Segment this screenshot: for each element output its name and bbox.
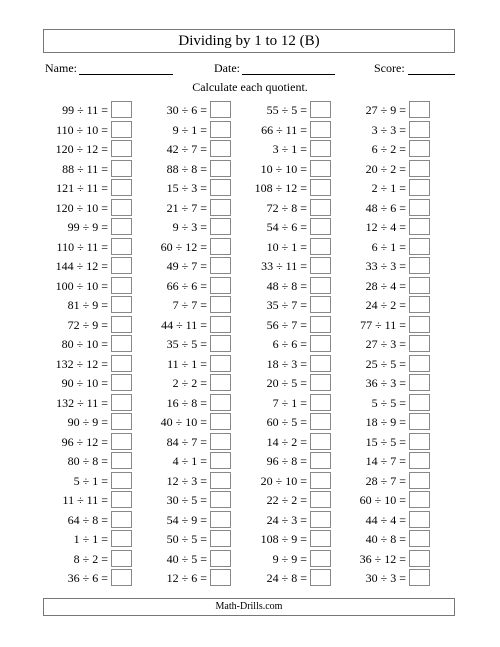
problem-grid [20, 100, 480, 588]
problem-expression: 28 ÷ 4 = [365, 278, 406, 293]
problem-expression: 66 ÷ 6 = [166, 278, 207, 293]
problem-expression: 7 ÷ 7 = [172, 298, 207, 312]
answer-box[interactable] [409, 452, 430, 469]
answer-box[interactable] [409, 491, 430, 508]
problem-expression: 20 ÷ 10 = [260, 473, 307, 488]
problem-expression: 96 ÷ 8 = [266, 454, 307, 468]
problem-expression: 48 ÷ 6 = [365, 200, 406, 215]
problem [20, 568, 436, 588]
problem-expression: 24 ÷ 3 = [266, 512, 307, 527]
problem-expression: 30 ÷ 6 = [166, 103, 207, 117]
problem-expression: 28 ÷ 7 = [365, 473, 406, 488]
problem-row [20, 237, 480, 257]
problem [20, 120, 436, 140]
problem-expression: 27 ÷ 3 = [365, 337, 406, 351]
problem-expression: 110 ÷ 11 = [56, 239, 108, 254]
answer-box[interactable] [409, 160, 430, 177]
problem-expression: 3 ÷ 3 = [371, 122, 406, 137]
problem-row [20, 354, 480, 374]
problem-expression: 7 ÷ 1 = [272, 395, 307, 410]
answer-box[interactable] [409, 199, 430, 216]
problem-expression: 18 ÷ 9 = [365, 415, 406, 429]
answer-box[interactable] [409, 121, 430, 138]
problem-expression: 22 ÷ 2 = [266, 493, 307, 507]
problem-expression: 35 ÷ 5 = [166, 337, 207, 351]
problem-expression: 40 ÷ 5 = [166, 551, 207, 566]
problem-expression: 30 ÷ 3 = [365, 571, 406, 585]
problem-expression: 10 ÷ 1 = [266, 239, 307, 254]
footer-site: Math-Drills.com [43, 598, 455, 616]
problem-row [20, 568, 480, 588]
problem-expression: 40 ÷ 8 = [365, 532, 406, 546]
problem [20, 490, 436, 510]
answer-box[interactable] [409, 238, 430, 255]
problem-row [20, 529, 480, 549]
date-label: Date: [214, 61, 240, 75]
problem-expression: 10 ÷ 10 = [260, 161, 307, 176]
problem-expression: 72 ÷ 8 = [266, 200, 307, 215]
problem-expression: 88 ÷ 8 = [166, 161, 207, 176]
problem-expression: 60 ÷ 5 = [266, 415, 307, 429]
answer-box[interactable] [409, 433, 430, 450]
answer-box[interactable] [409, 569, 430, 586]
problem-expression: 16 ÷ 8 = [166, 395, 207, 410]
problem-expression: 35 ÷ 7 = [266, 298, 307, 312]
problem-expression: 96 ÷ 12 = [61, 434, 108, 449]
date-line[interactable] [242, 74, 335, 75]
problem-expression: 72 ÷ 9 = [67, 317, 108, 332]
problem-expression: 90 ÷ 9 = [67, 415, 108, 429]
problem-expression: 6 ÷ 6 = [272, 337, 307, 351]
problem-expression: 27 ÷ 9 = [365, 103, 406, 117]
problem-expression: 12 ÷ 6 = [166, 571, 207, 585]
problem-expression: 108 ÷ 12 = [254, 181, 307, 195]
answer-box[interactable] [409, 296, 430, 313]
problem [20, 451, 436, 471]
problem-row [20, 178, 480, 198]
problem [20, 354, 436, 374]
problem-row [20, 139, 480, 159]
answer-box[interactable] [409, 550, 430, 567]
problem-expression: 110 ÷ 10 = [56, 122, 108, 137]
problem-row [20, 295, 480, 315]
problem-row [20, 373, 480, 393]
answer-box[interactable] [409, 140, 430, 157]
problem-row [20, 198, 480, 218]
problem-expression: 80 ÷ 10 = [61, 337, 108, 351]
problem-expression: 2 ÷ 1 = [371, 181, 406, 195]
problem-row [20, 100, 480, 120]
problem-expression: 25 ÷ 5 = [365, 356, 406, 371]
problem-expression: 54 ÷ 9 = [166, 512, 207, 527]
answer-box[interactable] [409, 101, 430, 118]
problem [20, 334, 436, 354]
problem-expression: 48 ÷ 8 = [266, 278, 307, 293]
problem-expression: 50 ÷ 5 = [166, 532, 207, 546]
problem [20, 549, 436, 569]
problem-expression: 1 ÷ 1 = [73, 532, 108, 546]
answer-box[interactable] [409, 257, 430, 274]
problem-expression: 11 ÷ 1 = [167, 356, 207, 371]
problem-expression: 2 ÷ 2 = [172, 376, 207, 390]
problem-expression: 132 ÷ 11 = [56, 395, 108, 410]
answer-box[interactable] [409, 472, 430, 489]
problem-row [20, 159, 480, 179]
instructions: Calculate each quotient. [192, 80, 308, 94]
problem [20, 100, 436, 120]
problem-expression: 99 ÷ 11 = [62, 103, 108, 117]
problem-expression: 33 ÷ 3 = [365, 259, 406, 273]
name-label: Name: [45, 61, 77, 75]
problem-expression: 20 ÷ 5 = [266, 376, 307, 390]
problem-expression: 121 ÷ 11 = [56, 181, 108, 195]
problem-expression: 77 ÷ 11 = [360, 317, 406, 332]
problem-row [20, 315, 480, 335]
problem-expression: 12 ÷ 4 = [365, 220, 406, 234]
problem-expression: 64 ÷ 8 = [67, 512, 108, 527]
problem-expression: 90 ÷ 10 = [61, 376, 108, 390]
score-label: Score: [374, 61, 405, 75]
problem [20, 393, 436, 413]
answer-box[interactable] [409, 511, 430, 528]
problem [20, 471, 436, 491]
problem-expression: 88 ÷ 11 = [62, 161, 108, 176]
problem-expression: 66 ÷ 11 = [261, 122, 307, 137]
problem [20, 178, 436, 198]
problem-row [20, 120, 480, 140]
problem-expression: 14 ÷ 7 = [365, 454, 406, 468]
problem-expression: 80 ÷ 8 = [67, 454, 108, 468]
problem-expression: 40 ÷ 10 = [160, 415, 207, 429]
problem-expression: 99 ÷ 9 = [67, 220, 108, 234]
problem-expression: 44 ÷ 11 = [161, 317, 207, 332]
problem [20, 432, 436, 452]
answer-box[interactable] [409, 413, 430, 430]
problem [20, 256, 436, 276]
problem-expression: 12 ÷ 3 = [166, 473, 207, 488]
problem-expression: 21 ÷ 7 = [166, 200, 207, 215]
problem [20, 237, 436, 257]
problem [20, 510, 436, 530]
problem-expression: 24 ÷ 8 = [266, 571, 307, 585]
problem [20, 159, 436, 179]
problem-expression: 60 ÷ 10 = [359, 493, 406, 507]
problem-row [20, 490, 480, 510]
problem-row [20, 334, 480, 354]
problem [20, 315, 436, 335]
problem-expression: 3 ÷ 1 = [272, 142, 307, 156]
problem-expression: 120 ÷ 12 = [55, 142, 108, 156]
problem [20, 412, 436, 432]
problem-expression: 56 ÷ 7 = [266, 317, 307, 332]
answer-box[interactable] [409, 394, 430, 411]
problem-row [20, 471, 480, 491]
problem-row [20, 276, 480, 296]
problem-expression: 6 ÷ 2 = [371, 142, 406, 156]
problem [20, 295, 436, 315]
answer-box[interactable] [409, 374, 430, 391]
problem-expression: 44 ÷ 4 = [365, 512, 406, 527]
problem [20, 373, 436, 393]
answer-box[interactable] [409, 316, 430, 333]
answer-box[interactable] [409, 277, 430, 294]
problem-expression: 6 ÷ 1 = [371, 239, 406, 254]
problem-expression: 24 ÷ 2 = [365, 298, 406, 312]
answer-box[interactable] [409, 355, 430, 372]
problem [20, 217, 436, 237]
problem-expression: 132 ÷ 12 = [55, 356, 108, 371]
problem-row [20, 393, 480, 413]
problem-row [20, 510, 480, 530]
problem-expression: 9 ÷ 1 = [172, 122, 207, 137]
worksheet-title: Dividing by 1 to 12 (B) [43, 29, 455, 53]
problem-row [20, 412, 480, 432]
answer-box[interactable] [409, 218, 430, 235]
problem-expression: 30 ÷ 5 = [166, 493, 207, 507]
problem-expression: 33 ÷ 11 = [261, 259, 307, 273]
problem-expression: 36 ÷ 6 = [67, 571, 108, 585]
problem-expression: 18 ÷ 3 = [266, 356, 307, 371]
problem-expression: 11 ÷ 11 = [62, 493, 108, 507]
problem-expression: 42 ÷ 7 = [166, 142, 207, 156]
problem [20, 276, 436, 296]
problem-expression: 100 ÷ 10 = [55, 278, 108, 293]
answer-box[interactable] [409, 530, 430, 547]
problem-expression: 84 ÷ 7 = [166, 434, 207, 449]
problem-expression: 81 ÷ 9 = [67, 298, 108, 312]
problem-row [20, 217, 480, 237]
problem-expression: 5 ÷ 1 = [73, 473, 108, 488]
problem-expression: 9 ÷ 9 = [272, 551, 307, 566]
problem-expression: 36 ÷ 12 = [359, 551, 406, 566]
problem-expression: 108 ÷ 9 = [260, 532, 307, 546]
problem-row [20, 451, 480, 471]
problem-expression: 120 ÷ 10 = [55, 200, 108, 215]
problem-expression: 20 ÷ 2 = [365, 161, 406, 176]
problem-row [20, 256, 480, 276]
problem [20, 139, 436, 159]
problem-expression: 144 ÷ 12 = [55, 259, 108, 273]
problem-expression: 8 ÷ 2 = [73, 551, 108, 566]
answer-box[interactable] [409, 179, 430, 196]
answer-box[interactable] [409, 335, 430, 352]
problem-expression: 55 ÷ 5 = [266, 103, 307, 117]
score-line[interactable] [408, 74, 455, 75]
problem [20, 529, 436, 549]
problem-expression: 9 ÷ 3 = [172, 220, 207, 234]
problem-expression: 36 ÷ 3 = [365, 376, 406, 390]
problem [20, 198, 436, 218]
problem-expression: 54 ÷ 6 = [266, 220, 307, 234]
problem-expression: 14 ÷ 2 = [266, 434, 307, 449]
name-line[interactable] [79, 74, 173, 75]
problem-expression: 49 ÷ 7 = [166, 259, 207, 273]
problem-expression: 5 ÷ 5 = [371, 395, 406, 410]
problem-expression: 15 ÷ 5 = [365, 434, 406, 449]
problem-expression: 60 ÷ 12 = [160, 239, 207, 254]
problem-row [20, 549, 480, 569]
problem-row [20, 432, 480, 452]
problem-expression: 4 ÷ 1 = [172, 454, 207, 468]
problem-expression: 15 ÷ 3 = [166, 181, 207, 195]
